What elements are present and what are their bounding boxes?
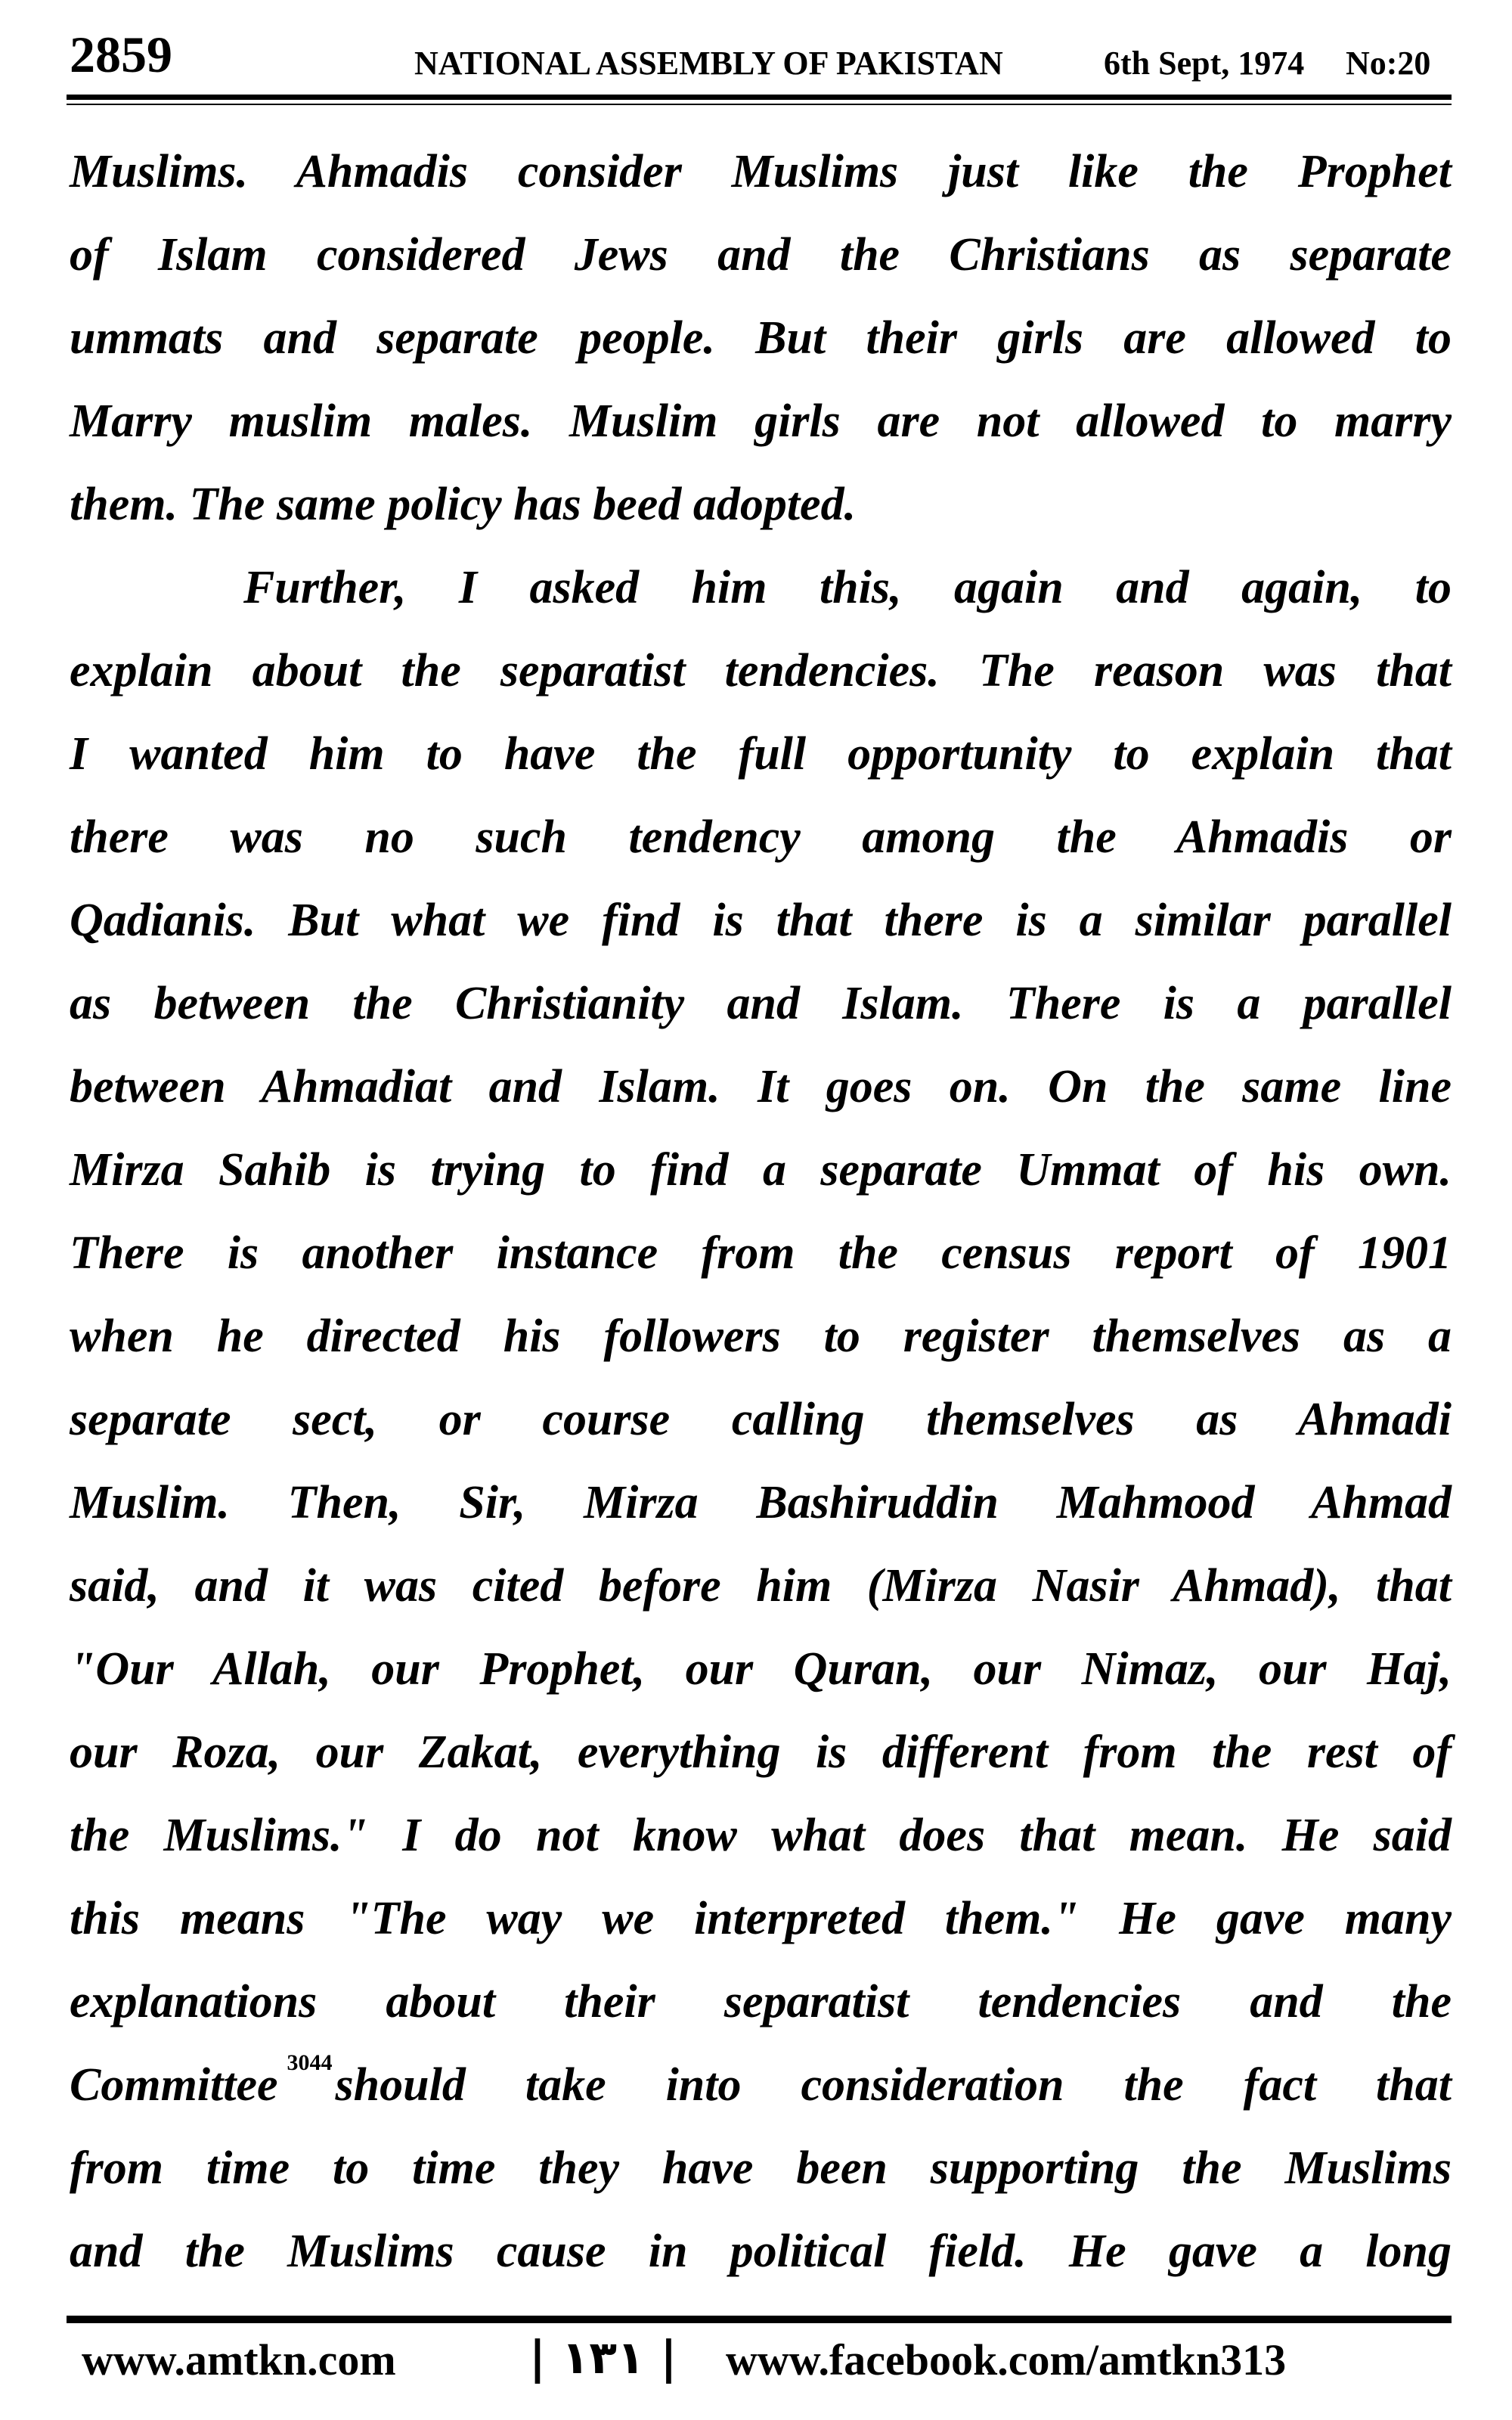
text-line: Marry muslim males. Muslim girls are not allowed to marry: [70, 396, 1452, 447]
session-date: 6th Sept, 1974: [1104, 45, 1305, 82]
footer-rule: [67, 2316, 1452, 2323]
text-line: said, and it was cited before him (Mirza Nasir Ahmad), that: [70, 1560, 1452, 1612]
committee-line-rest: should take into consideration the fact that: [335, 2059, 1452, 2111]
committee-word: Committee: [70, 2059, 278, 2111]
text-line: I wanted him to have the full opportunity to explain that: [70, 728, 1452, 780]
text-line: our Roza, our Zakat, everything is different from the rest of: [70, 1727, 1452, 1778]
text-line: Mirza Sahib is trying to find a separate Ummat of his own.: [70, 1144, 1452, 1196]
footer-page-marker: | ۱۳۱ |: [529, 2332, 677, 2384]
text-line: ummats and separate people. But their girls are allowed to: [70, 312, 1452, 364]
text-line: separate sect, or course calling themselves as Ahmadi: [70, 1394, 1452, 1445]
document-title: NATIONAL ASSEMBLY OF PAKISTAN: [414, 45, 1003, 82]
text-line: There is another instance from the census report of 1901: [70, 1227, 1452, 1279]
page-number: 2859: [70, 26, 172, 83]
text-line: Qadianis. But what we find is that there is a similar parallel: [70, 895, 1452, 946]
text-line: explain about the separatist tendencies. The reason was that: [70, 645, 1452, 697]
text-line-paragraph-start: Further, I asked him this, again and again, to: [243, 562, 1452, 613]
original-page-superscript: 3044: [287, 2050, 333, 2075]
text-line: from time to time they have been supporting the Muslims: [70, 2142, 1452, 2194]
text-line: of Islam considered Jews and the Christians as separate: [70, 229, 1452, 281]
text-line: Muslim. Then, Sir, Mirza Bashiruddin Mahmood Ahmad: [70, 1477, 1452, 1528]
header-rule-thick: [67, 95, 1452, 100]
text-line-with-page-marker: [70, 2043, 1452, 2127]
text-line: them. The same policy has beed adopted.: [70, 479, 857, 530]
text-line: the Muslims." I do not know what does that mean. He said: [70, 1810, 1452, 1861]
text-line: "Our Allah, our Prophet, our Quran, our Nimaz, our Haj,: [70, 1643, 1452, 1695]
issue-number: No:20: [1346, 45, 1431, 82]
text-line: and the Muslims cause in political field. He gave a long: [70, 2226, 1452, 2277]
body-text: [70, 130, 1452, 2293]
facebook-link[interactable]: www.facebook.com/amtkn313: [726, 2335, 1287, 2384]
text-line: explanations about their separatist tendencies and the: [70, 1976, 1452, 2028]
header-rule-thin: [67, 104, 1452, 105]
text-line: Muslims. Ahmadis consider Muslims just like the Prophet: [70, 146, 1452, 197]
website-link[interactable]: www.amtkn.com: [82, 2335, 396, 2384]
text-line: as between the Christianity and Islam. There is a parallel: [70, 978, 1452, 1029]
text-line: this means "The way we interpreted them." He gave many: [70, 1893, 1452, 1944]
text-line: there was no such tendency among the Ahmadis or: [70, 811, 1452, 863]
text-line: when he directed his followers to register themselves as a: [70, 1311, 1452, 1362]
page-footer: [0, 2329, 1512, 2405]
text-line: between Ahmadiat and Islam. It goes on. On the same line: [70, 1061, 1452, 1112]
